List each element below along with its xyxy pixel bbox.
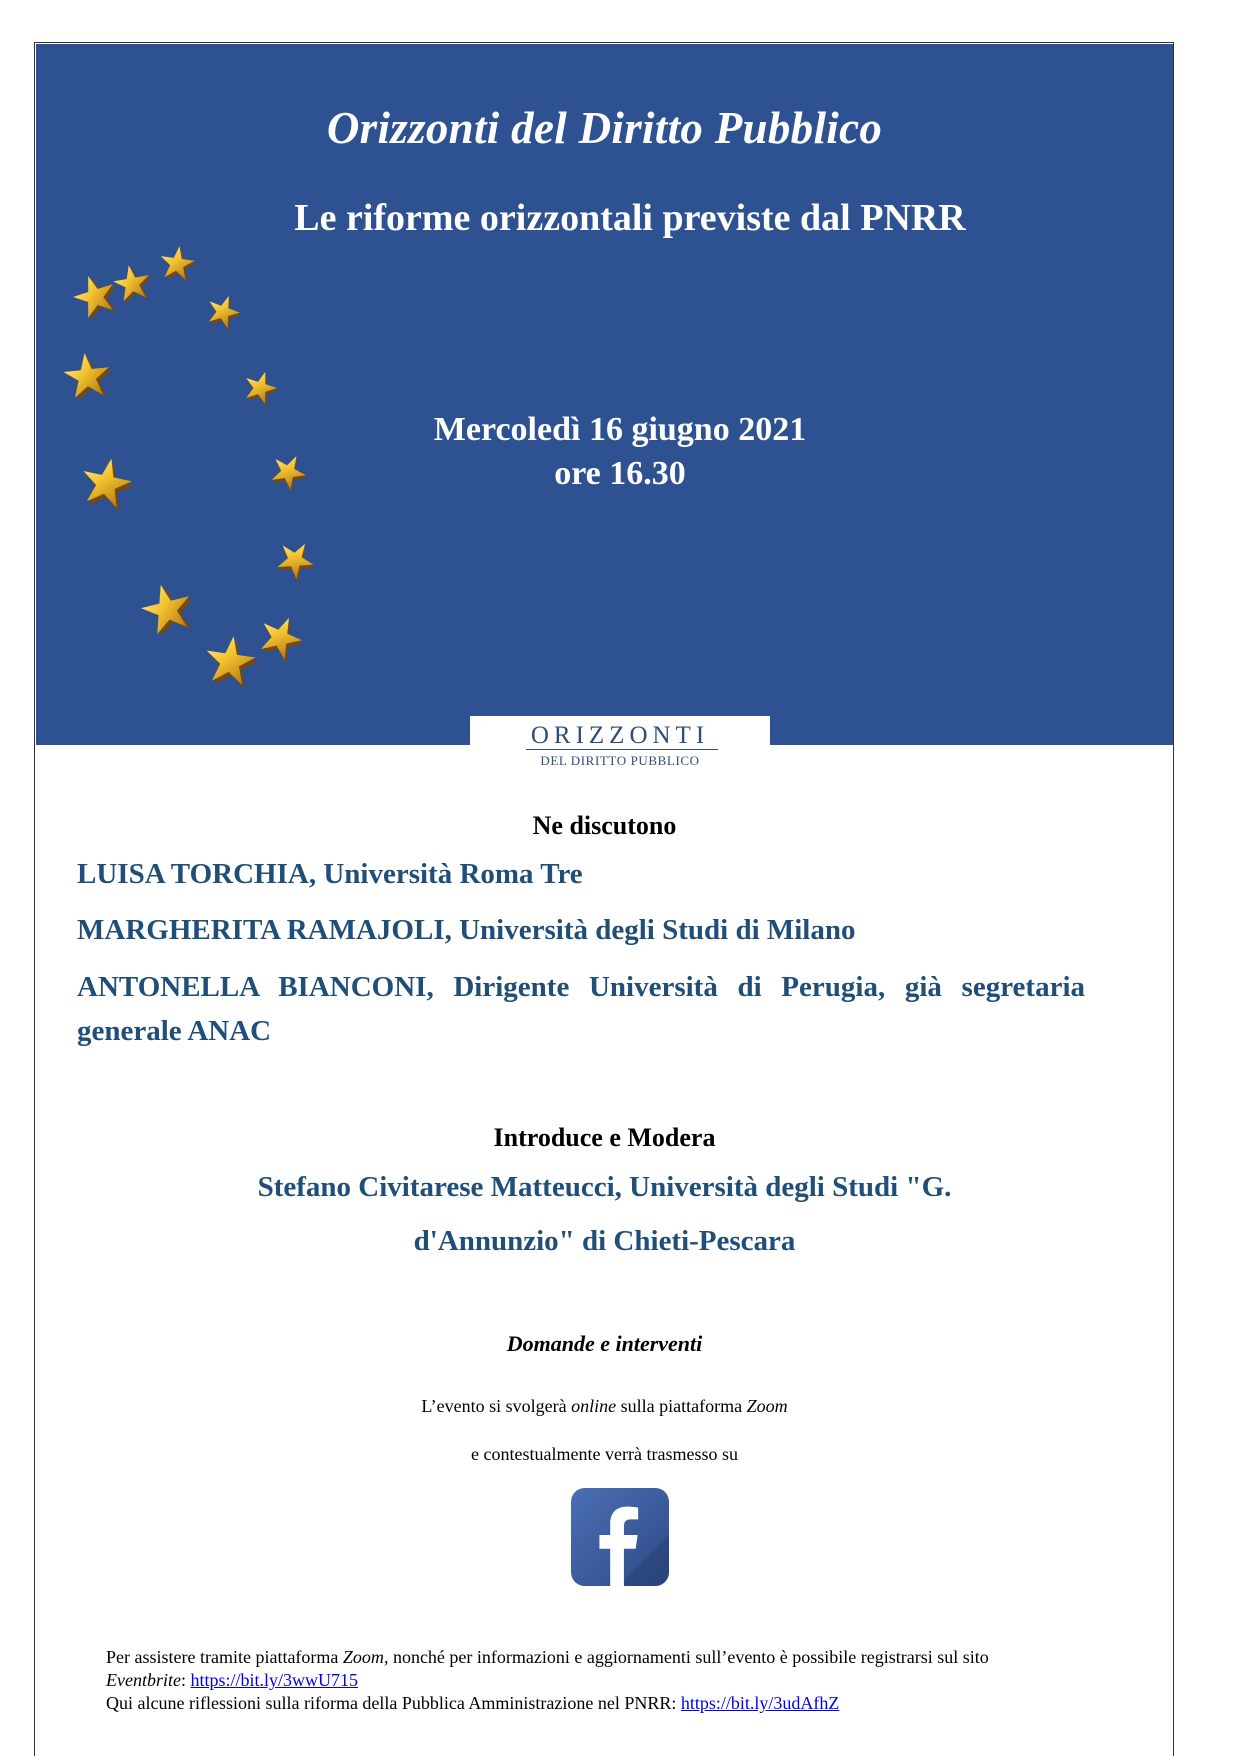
- eu-star-icon: [68, 269, 123, 323]
- questions-heading: Domande e interventi: [506, 1331, 703, 1356]
- eu-star-icon: [62, 350, 115, 401]
- eu-star-icon: [202, 633, 261, 690]
- logo-sub-text: DEL DIRITTO PUBBLICO: [540, 753, 700, 768]
- info-zoom: Zoom: [746, 1396, 788, 1416]
- eu-star-icon: [137, 578, 200, 639]
- event-platform-info: [36, 1394, 1173, 1418]
- event-date: Mercoledì 16 giugno 2021: [433, 411, 807, 448]
- eu-star-icon: [202, 290, 246, 333]
- footer-eventbrite-line: [106, 1669, 1166, 1692]
- footer-zoom: Zoom: [342, 1647, 384, 1667]
- page-title: Orizzonti del Diritto Pubblico: [326, 103, 883, 153]
- footer-colon: :: [180, 1670, 191, 1690]
- moderator-name-line2: d'Annunzio" di Chieti-Pescara: [413, 1225, 796, 1257]
- eventbrite-link[interactable]: https://bit.ly/3wwU715: [190, 1670, 359, 1690]
- footer-info: [106, 1646, 1166, 1715]
- eu-star-icon: [270, 534, 322, 585]
- eu-star-icon: [77, 453, 139, 513]
- eu-star-icon: [253, 609, 311, 666]
- event-subtitle: Le riforme orizzontali previste dal PNRR: [294, 197, 966, 239]
- logo-divider: [526, 749, 718, 750]
- eu-star-icon: [240, 367, 283, 409]
- speaker-item: LUISA TORCHIA, Università Roma Tre: [77, 858, 583, 890]
- logo-main-text: ORIZZONTI: [530, 722, 710, 749]
- speaker-item: ANTONELLA BIANCONI, Dirigente Università di Perugia, già segretaria generale ANAC: [77, 971, 1085, 1047]
- footer-text: Qui alcune riflessioni sulla riforma della Pubblica Amministrazione nel PNRR:: [106, 1693, 681, 1713]
- facebook-icon[interactable]: [571, 1488, 669, 1586]
- eu-star-icon: [158, 244, 199, 283]
- footer-text: , nonché per informazioni e aggiornamenti sull’evento è possibile registrarsi sul sito: [383, 1647, 989, 1667]
- eu-star-icon: [111, 262, 155, 305]
- event-time: ore 16.30: [554, 455, 686, 492]
- footer-text: Per assistere tramite piattaforma: [106, 1647, 343, 1667]
- info-text: sulla piattaforma: [616, 1396, 747, 1416]
- info-online: online: [571, 1396, 617, 1416]
- speaker-item: MARGHERITA RAMAJOLI, Università degli Studi di Milano: [77, 914, 856, 946]
- footer-registration: [106, 1646, 1166, 1669]
- event-stream-info: e contestualmente verrà trasmesso su: [471, 1444, 738, 1464]
- discussants-heading: Ne discutono: [532, 811, 677, 840]
- moderator-name-line1: Stefano Civitarese Matteucci, Università degli Studi "G.: [257, 1171, 952, 1203]
- orizzonti-logo: [470, 716, 770, 772]
- footer-reflections: [106, 1692, 1166, 1715]
- footer-eventbrite: Eventbrite: [106, 1670, 181, 1690]
- eu-star-icon: [265, 448, 313, 496]
- pnrr-reflections-link[interactable]: https://bit.ly/3udAfhZ: [680, 1693, 840, 1713]
- moderator-heading: Introduce e Modera: [493, 1123, 716, 1152]
- info-text: L’evento si svolgerà: [421, 1396, 572, 1416]
